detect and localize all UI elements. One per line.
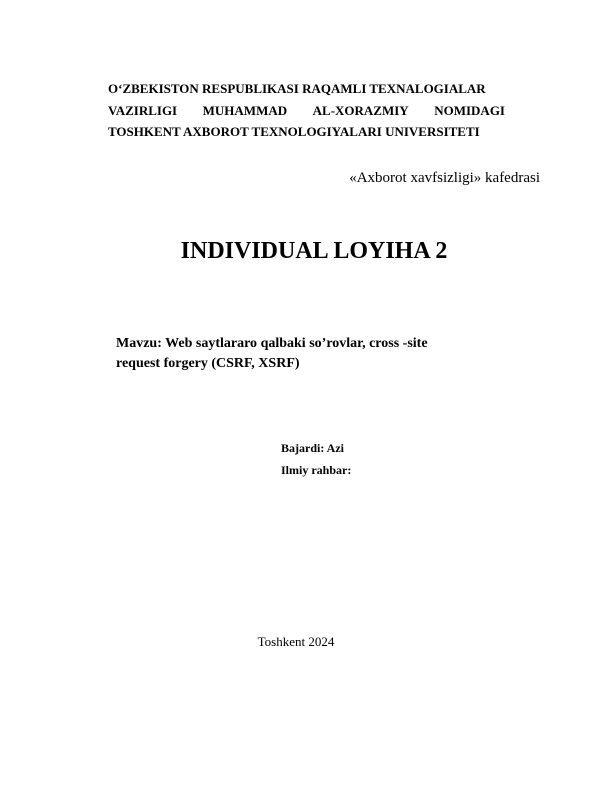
- topic-word: saytlararo: [195, 336, 258, 351]
- city-year: Toshkent 2024: [257, 634, 335, 649]
- header-word: MUHAMMAD: [202, 102, 288, 118]
- topic-word: so’rovlar,: [309, 336, 366, 351]
- university-header: [108, 78, 505, 143]
- performer-block: [281, 437, 351, 481]
- document-title: INDIVIDUAL LOYIHA 2: [180, 238, 448, 264]
- topic-block: [116, 334, 510, 374]
- topic-word: Web: [165, 336, 193, 351]
- topic-line-2: request forgery (CSRF, XSRF): [116, 356, 300, 371]
- topic-word: qalbaki: [260, 336, 306, 351]
- done-by-label: Bajardi: Azi: [281, 441, 344, 455]
- header-line-1: O‘ZBEKISTON RESPUBLIKASI RAQAMLI TEXNALOGIALAR: [108, 81, 486, 96]
- header-line-2: [108, 100, 505, 122]
- topic-word: Mavzu:: [116, 336, 162, 351]
- footer: [0, 634, 612, 650]
- topic-line-1: [116, 334, 510, 354]
- header-line-3: TOSHKENT AXBOROT TEXNOLOGIYALARI UNIVERSITETI: [108, 124, 480, 139]
- header-word: NOMIDAGI: [434, 102, 505, 118]
- department-name: «Axborot xavfsizligi» kafedrasi: [349, 170, 540, 186]
- supervisor-label: Ilmiy rahbar:: [281, 463, 352, 477]
- topic-word: -site: [402, 336, 428, 351]
- header-word: AL-XORAZMIY: [312, 102, 409, 118]
- topic-word: cross: [369, 336, 400, 351]
- header-word: VAZIRLIGI: [108, 102, 178, 118]
